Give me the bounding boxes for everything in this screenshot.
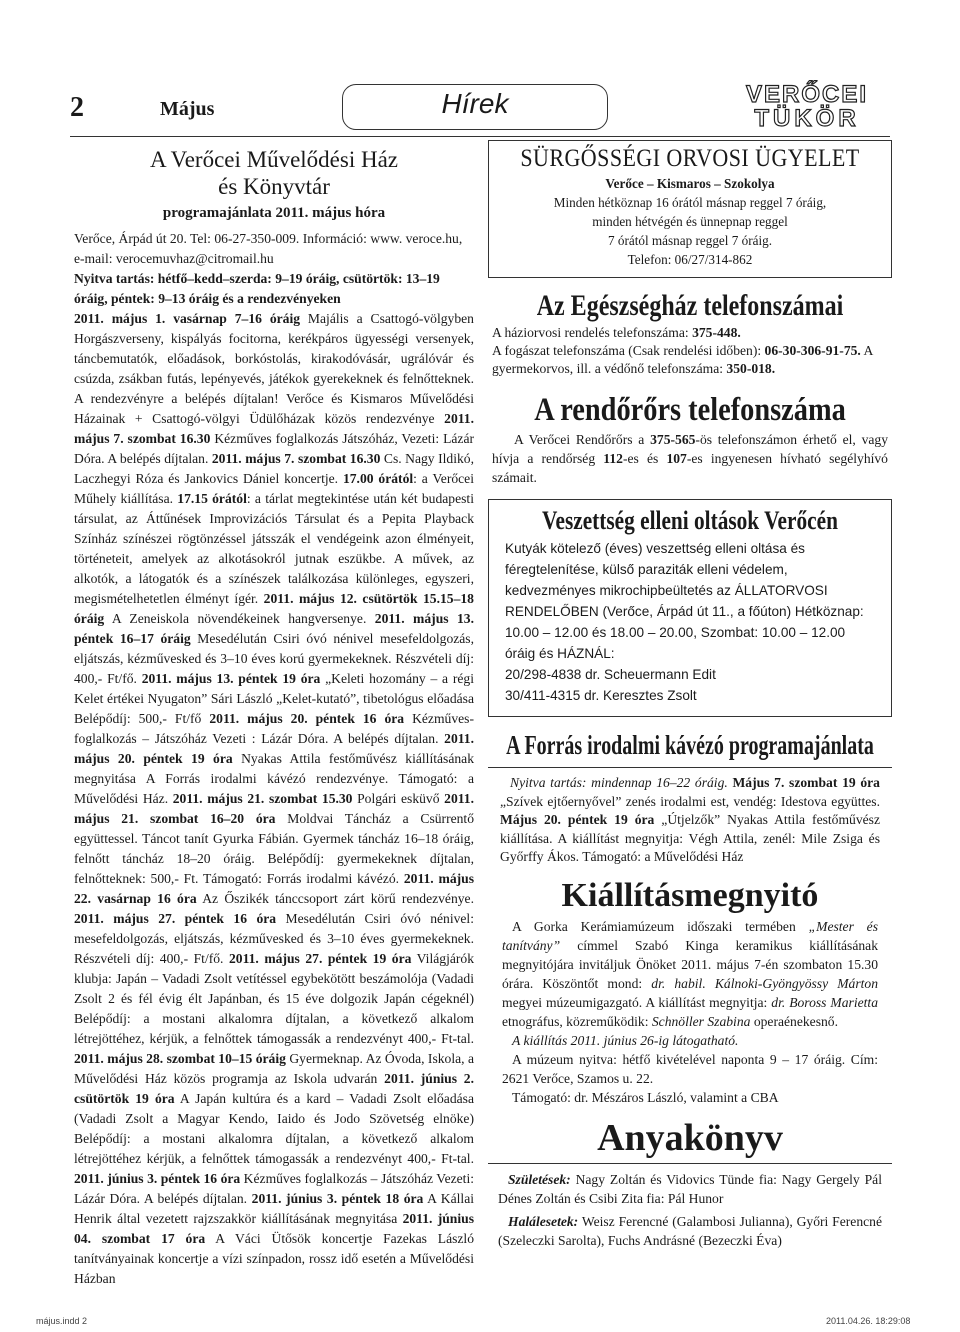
rabies-box	[488, 499, 892, 717]
deaths-text: Weisz Ferencné (Galambosi Julianna), Győri Ferencné (Szeleczki Sarolta), Fuchs Andrásné (Bezeczki Éva)	[498, 1213, 882, 1248]
event-text: Mesedélután Csiri óvó nénivel: mesefeldolgozás, eljátszás, kézművesked és 3–10 éves gyermekeknek. Részvételi díj: 400,- Ft/fő.	[74, 911, 474, 966]
police-title: A rendőrőrs telefonszáma	[534, 392, 846, 428]
cafe-date: Május 7. szombat 19 óra	[727, 775, 880, 790]
exhibition-text: etnográfus, közreműködik:	[502, 1013, 652, 1029]
event-text: Kézműves-foglalkozás – Játszóház Vezeti : Lázár Dóra. A belépés díjtalan.	[74, 711, 474, 746]
exhibition-hours: A múzeum nyitva: hétfő kivételével naponta 9 – 17 óráig. Cím: 2621 Verőce, Szamos u. 22.	[502, 1051, 878, 1086]
cafe-hours: Nyitva tartás: mindennap 16–22 óráig.	[510, 775, 728, 790]
issue-month: Május	[160, 98, 215, 120]
newspaper-logo	[722, 80, 892, 130]
event-text: : a Verőcei Műhely kiállítása.	[74, 471, 474, 506]
event-date: 2011. május 13. péntek 16–17 óráig	[74, 611, 474, 646]
event-text: A Kállai Henrik által vezetett rajzszakkör kiállításának megnyitása	[74, 1191, 475, 1226]
registry-body	[488, 1170, 892, 1250]
deaths	[498, 1212, 882, 1250]
emergency-towns: Verőce – Kismaros – Szokolya	[605, 176, 775, 191]
births-label: Születések:	[508, 1171, 571, 1187]
health-center-body	[488, 324, 892, 378]
health-phone: 06-30-306-91-75.	[764, 343, 861, 358]
article-title	[74, 146, 474, 200]
health-phone: 375-448.	[692, 325, 741, 340]
article-title-line-2: és Könyvtár	[218, 174, 330, 199]
cafe-title: A Forrás irodalmi kávézó programajánlata	[506, 730, 874, 760]
event-date: 2011. június 04. szombat 17 óra	[74, 1211, 474, 1246]
event-date: 2011. május 27. péntek 16 óra	[74, 911, 277, 926]
rabies-phone-2: 30/411-4315 dr. Keresztes Zsolt	[505, 688, 697, 703]
exhibition-title-ref: „Mester és tanítvány”	[502, 918, 879, 953]
event-date: 2011. május 12. csütörtök 15.15–18 óráig	[74, 591, 474, 626]
event-date: 2011. május 28. szombat 10–15 óráig	[74, 1051, 286, 1066]
exhibition-person: dr. habil. Kálnoki-Gyöngyössy Márton	[651, 975, 878, 991]
health-center-title: Az Egészségház telefonszámai	[536, 289, 844, 322]
event-text: Az Őszikék tánccsoport zárt körű rendezvénye.	[196, 891, 474, 906]
births	[498, 1170, 882, 1208]
health-text: A gyermekorvos, ill. a védőnő telefonszáma:	[492, 343, 873, 376]
exhibition-sponsor: Támogató: dr. Mészáros László, valamint a CBA	[512, 1089, 779, 1105]
event-text: Moldvai Táncház a Csürrentő együttessel. Táncot tanít Gyurka Fábián. Gyermek táncház 16–18 óráig, felnőtt táncház 18–20 óráig. Belépődíj: gyermekeknek díjtalan, felnőtteknek: 500,- Ft. Támogató: Forrás irodalmi kávézó.	[74, 811, 474, 886]
exhibition-title: Kiállításmegnyitó	[561, 876, 819, 914]
cafe-rule	[488, 767, 892, 768]
police-text: -es és	[622, 451, 667, 466]
police-phone: 112	[603, 451, 623, 466]
rabies-body	[505, 538, 875, 706]
event-date: 2011. június 2. csütörtök 19 óra	[74, 1071, 474, 1106]
event-text: A Japán kultúra és a kard – Vadadi Zsolt előadása (Vadadi Zsolt a Magyar Kendo, Iaido és Jodo Szövetség elnöke) Belépődíj: a mostani alkalomra díjtalan, a következő alkalom létrejöttéhez kérjük, a felnőttek támogassák a rendezvényt 400,- Ft-tal.	[74, 1091, 474, 1166]
event-date: 2011. május 20. péntek 19 óra	[74, 731, 474, 766]
logo-line-1: VERŐCEI	[745, 81, 869, 108]
cafe-date: Május 20. péntek 19 óra	[500, 812, 655, 827]
event-text: Nyakas Attila festőművész kiállításának megnyitása A Forrás irodalmi kávézó rendezvénye. Támogató: a Művelődési Ház.	[74, 751, 474, 806]
event-date: 2011. május 21. szombat 16–20 óra	[74, 791, 474, 826]
exhibition-text: operaénekesnő.	[750, 1013, 839, 1029]
event-date: 2011. május 21. szombat 15.30	[172, 791, 353, 806]
police-phone: 375-565	[650, 432, 696, 447]
event-text: Mesedélután Csiri óvó nénivel mesefeldolgozás, eljátszás, kézművesked és 3–10 éves korú gyermekeknek. Részvételi díj: 400,- Ft/fő.	[74, 631, 475, 686]
rabies-title: Veszettség elleni oltások Verőcén	[542, 506, 838, 535]
exhibition-person: Schnöller Szabina	[651, 1013, 751, 1029]
police-text: A Verőcei Rendőrőrs a	[514, 432, 651, 447]
exhibition-text: A Gorka Kerámiamúzeum időszaki termében	[512, 918, 809, 934]
event-date: 17.00 órától	[342, 471, 414, 486]
logo-line-2: TÜKÖR	[754, 105, 860, 130]
exhibition-paragraph	[502, 917, 878, 1031]
exhibition-text: címmel Szabó Kinga keramikus kiállításának megnyitójára invitáljuk Önöket 2011. május 7-én szombaton 15.30 órára. Köszöntőt mond:	[502, 937, 878, 991]
exhibition-text: megyei múzeumigazgató. A kiállítást megnyitja:	[502, 994, 772, 1010]
rabies-phone-1: 20/298-4838 dr. Scheuermann Edit	[505, 667, 716, 682]
births-text: Nagy Zoltán és Vidovics Tünde fia: Nagy Gergely Pál Dénes Zoltán és Csibi Zita fia: Pál Hunor	[498, 1171, 882, 1206]
event-text: Polgári esküvő	[352, 791, 445, 806]
health-text: A háziorvosi rendelés telefonszáma:	[492, 325, 693, 340]
contact-info: Verőce, Árpád út 20. Tel: 06-27-350-009. Információ: www. veroce.hu, e-mail: verocemuvhaz@citromail.hu	[74, 231, 463, 266]
police-text: -ös telefonszámon érhető el, vagy hívja a rendőrség	[492, 432, 889, 466]
police-phone: 107	[666, 451, 687, 466]
rabies-text: Kutyák kötelező (éves) veszettség elleni oltása és féregtelenítése, külső paraziták elleni védelem, kedvezményes mikrochipbeültetés az ÁLLATORVOSI RENDELŐBEN (Verőce, Árpád út 11., a főúton) Hétköznap: 10.00 – 12.00 és 18.00 – 20.00, Szombat: 10.00 – 12.00 óráig és HÁZNÁL:	[505, 541, 864, 661]
exhibition-body	[488, 917, 892, 1107]
health-text: A fogászat telefonszáma (Csak rendelési időben):	[492, 343, 765, 358]
event-text: Majális a Csattogó-völgyben Horgászverseny, kispályás focitorna, kerékpáros ügyességi versenyek, táncbemutatók, előadások, borkóstolás, kirakodóvásár, ugrálóvár és csúzda, zsákban futás, lepényevés, játékok gyerekeknek és felnőtteknek. A rendezvényre a belépés díjtalan! Verőce és Kismaros Művelődési Házainak + Csattogó-völgyi Üdülőházak közös rendezvénye	[74, 311, 474, 426]
event-date: 2011. május 20. péntek 16 óra	[209, 711, 405, 726]
section-title: Hírek	[441, 88, 509, 119]
right-column	[488, 140, 892, 1254]
event-date: 2011. június 3. péntek 16 óra	[74, 1171, 241, 1186]
registry-title: Anyakönyv	[597, 1116, 783, 1159]
event-text: : a tárlat megtekintése után két budapesti társulat, az Áttűnések Improvizációs Társulat és a Pepita Playback Színház színészei rögtönzéssel játsszák el vendégeink azon élményeit, történeteit, amelyek az alkotásokról jutnak eszükbe. A művek, az alkotók, a látogatók és a színészek találkozása különleges, egyszeri, megismételhetetlen élményt ígér.	[74, 491, 474, 606]
cafe-text: „Útjelzők” Nyakas Attila festőművész kiállítása. A kiállítást megnyitja: Végh Attila, zenél: Mile Zsiga és Győrffy Ákos. Támogató: a Művelődési Ház	[500, 812, 880, 864]
event-date: 2011. május 7. szombat 16.30	[211, 451, 381, 466]
deaths-label: Halálesetek:	[508, 1213, 579, 1229]
article-title-line-1: A Verőcei Művelődési Ház	[149, 147, 399, 172]
emergency-phone: Telefon: 06/27/314-862	[627, 252, 753, 267]
program-article	[74, 146, 474, 1289]
logo-graphic	[722, 80, 892, 130]
emergency-line: Minden hétköznap 16 órától másnap reggel 7 óráig,	[553, 195, 827, 210]
emergency-box	[488, 140, 892, 278]
police-text: -es ingyenesen hívható segélyhívó számait.	[492, 451, 888, 485]
opening-hours: Nyitva tartás: hétfő–kedd–szerda: 9–19 óráig, csütörtök: 13–19 óráig, péntek: 9–13 óráig és a rendezvényeken	[74, 271, 440, 306]
emergency-title: SÜRGŐSSÉGI ORVOSI ÜGYELET	[520, 145, 860, 172]
cafe-text: „Szívek ejtőernyővel” zenés irodalmi est, vendég: Idestova együttes.	[500, 793, 880, 809]
event-text: Kézműves foglalkozás – Játszóház Vezeti: Lázár Dóra. A belépés díjtalan.	[74, 1171, 475, 1206]
program-list	[74, 309, 474, 1289]
event-text: „Keleti hozomány – a régi Kelet értékei Nyugaton” Sári László „Kelet-kutató”, tibetológus előadása Belépődíj: 500,- Ft/fő	[74, 671, 474, 726]
event-date: 2011. május 1. vasárnap 7–16 óráig	[74, 311, 301, 326]
header-rule	[70, 136, 890, 137]
registry-rule	[488, 1163, 892, 1164]
event-text: Cs. Nagy Ildikó, Laczhegyi Róza és Jankovics Dániel koncertje.	[74, 451, 474, 486]
event-date: 2011. május 22. vasárnap 16 óra	[74, 871, 474, 906]
exhibition-dates: A kiállítás 2011. június 26-ig látogatható.	[512, 1032, 739, 1048]
event-text: A Váci Ütősök koncertje Fazekas László tanítványainak koncertje a vízi színpadon, rossz idő esetén a Művelődési Házban	[74, 1231, 474, 1286]
police-body	[488, 430, 892, 487]
emergency-line: minden hétvégén és ünnepnap reggel	[592, 214, 788, 229]
event-date: 17.15 órától	[177, 491, 247, 506]
cafe-body	[488, 774, 892, 867]
article-subtitle: programajánlata 2011. május hóra	[162, 205, 386, 221]
event-text: A Zeneiskola növendékeinek hangversenye.	[104, 611, 375, 626]
footer-filename: május.indd 2	[36, 1316, 88, 1326]
event-date: 2011. május 27. péntek 19 óra	[228, 951, 412, 966]
event-date: 2011. június 3. péntek 18 óra	[251, 1191, 424, 1206]
footer-timestamp: 2011.04.26. 18:29:08	[826, 1316, 911, 1326]
event-date: 2011. május 7. szombat 16.30	[74, 411, 474, 446]
page-number: 2	[70, 92, 84, 123]
event-text: Gyermeknap. Az Óvoda, Iskola, a Művelődési Ház közös programja az Iskola udvarán	[74, 1051, 474, 1086]
event-date: 2011. május 13. péntek 19 óra	[141, 671, 321, 686]
event-text: Világjárók klubja: Japán – Vadadi Zsolt vetítéssel egybekötött beszámolója (Vadadi Zsolt 2 és fél évig élt Japánban, és 15 éve dolgozik Japán cégeknél) Belépődíj: a mostani alkalomra díjtalan, a következő alkalom létrejöttéhez, kérjük, a felnőttek támogassák a rendezvényt 400,- Ft-tal.	[74, 951, 474, 1046]
health-phone: 350-018.	[726, 361, 776, 376]
event-text: Kézműves foglalkozás Játszóház, Vezeti: Lázár Dóra. A belépés díjtalan.	[74, 431, 474, 466]
emergency-line: 7 órától másnap reggel 7 óráig.	[607, 233, 773, 248]
exhibition-person: dr. Boross Marietta	[771, 994, 878, 1010]
